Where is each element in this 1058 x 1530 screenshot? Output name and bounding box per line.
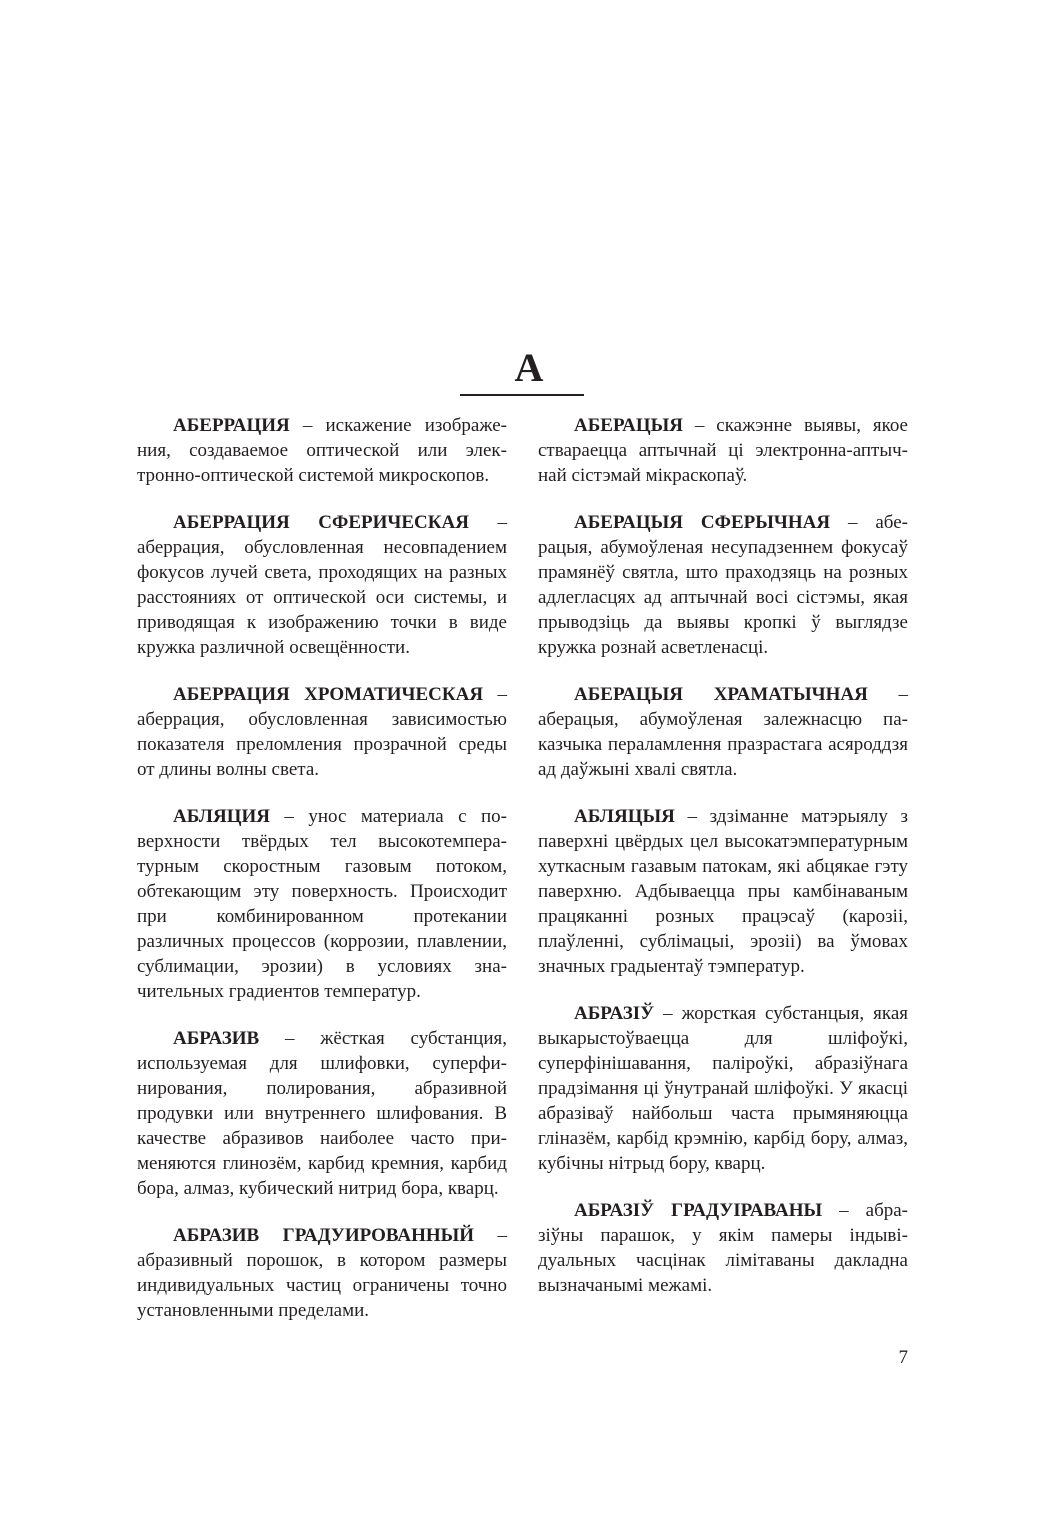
dictionary-entry <box>538 682 908 782</box>
entry-term: АБЛЯЦЫЯ <box>574 806 675 827</box>
entry-term: АБЛЯЦИЯ <box>173 806 270 827</box>
entry-definition: – здзіманне матэрыялу з паверхні цвёрдых цел высокатэмпературным хуткасным газавым патокам, які абцякае гэту паверхню. Адбываецца пры камбінаваным працяканні розных працэсаў (карозіі, плаўленні, сублімацыі, эрозіі) ва ўмовах значных градыентаў тэмператур. <box>538 806 908 977</box>
dictionary-entry <box>538 510 908 660</box>
dictionary-entry <box>137 510 507 660</box>
entry-definition: – унос материала с поверхности твёрдых тел высокотемпературным скоростным газовым потоком, обтекающим эту поверхность. Происходит при комбинированном протекании различных процессов (коррозии, плавлении, сублимации, эрозии) в условиях значительных градиентов температур. <box>137 806 507 1002</box>
entry-term: АБРАЗИВ ГРАДУИРОВАННЫЙ <box>173 1225 475 1246</box>
entry-term: АБЕРАЦЫЯ <box>574 415 684 436</box>
entry-term: АБЕРРАЦИЯ <box>173 415 290 436</box>
entry-definition: – жорсткая субстанцыя, якая выкарыстоўваецца для шліфоўкі, суперфінішавання, паліроўкі, абразіўнага прадзімання ці ўнутранай шліфоўкі. У якасці абразіваў найбольш часта прымяняюцца гліназём, карбід крэмнію, карбід бору, алмаз, кубічны нітрыд бору, кварц. <box>538 1003 908 1174</box>
entry-term: АБЕРРАЦИЯ СФЕРИЧЕСКАЯ <box>173 512 469 533</box>
section-heading-rule <box>460 394 584 396</box>
section-letter-heading: А <box>514 345 544 390</box>
dictionary-entry <box>538 804 908 979</box>
dictionary-entry <box>137 1223 507 1323</box>
entry-term: АБРАЗІЎ ГРАДУІРАВАНЫ <box>574 1200 823 1221</box>
entry-definition: – искажение изображения, создаваемое оптической или электронно-оптической системой микроскопов. <box>137 415 507 486</box>
entry-definition: – абразіўны парашок, у якім памеры індывідуальных часцінак лімітаваны дакладна вызначанымі межамі. <box>538 1200 908 1296</box>
entry-definition: – аберрация, обусловленная несовпадением фокусов лучей света, проходящих на разных расстояниях от оптической оси системы, и приводящая к изображению точки в виде кружка различной освещённости. <box>137 512 507 658</box>
dictionary-entry <box>137 1026 507 1201</box>
dictionary-entry <box>137 682 507 782</box>
entry-term: АБРАЗІЎ <box>574 1003 655 1024</box>
entry-definition: – жёсткая субстанция, используемая для шлифовки, суперфинирования, полирования, абразивной продувки или внутреннего шлифования. В качестве абразивов наиболее часто применяются глинозём, карбид кремния, карбид бора, алмаз, кубический нитрид бора, кварц. <box>137 1028 507 1199</box>
dictionary-entry <box>137 413 507 488</box>
entry-term: АБРАЗИВ <box>173 1028 260 1049</box>
entry-term: АБЕРАЦЫЯ ХРАМАТЫЧНАЯ <box>574 684 868 705</box>
entry-definition: – аберрация, обусловленная зависимостью показателя преломления прозрачной среды от длины волны света. <box>137 684 507 780</box>
entry-term: АБЕРАЦЫЯ СФЕРЫЧНАЯ <box>574 512 831 533</box>
entry-definition: – аберацыя, абумоўленая залежнасцю паказчыка пераламлення празрастага асяроддзя ад даўжыні хвалі святла. <box>538 684 909 780</box>
entry-definition: – аберацыя, абумоўленая несупадзеннем фокусаў прамянёў святла, што праходзяць на розных адлегласцях ад аптычнай восі сістэмы, якая прыводзіць да выявы кропкі ў выглядзе кружка рознай асветленасці. <box>538 512 908 658</box>
dictionary-entry <box>538 413 908 488</box>
dictionary-entry <box>538 1001 908 1176</box>
russian-column <box>137 413 507 1345</box>
dictionary-entry <box>538 1198 908 1298</box>
belarusian-column <box>538 413 908 1320</box>
entry-term: АБЕРРАЦИЯ ХРОМАТИЧЕСКАЯ <box>173 684 484 705</box>
entry-definition: – скажэнне выявы, якое ствараецца аптычнай ці электронна-аптычнай сістэмай мікраскопаў. <box>538 415 908 486</box>
page-number: 7 <box>898 1347 908 1368</box>
entry-definition: – абразивный порошок, в котором размеры индивидуальных частиц ограничены точно установленными пределами. <box>137 1225 507 1321</box>
dictionary-entry <box>137 804 507 1004</box>
